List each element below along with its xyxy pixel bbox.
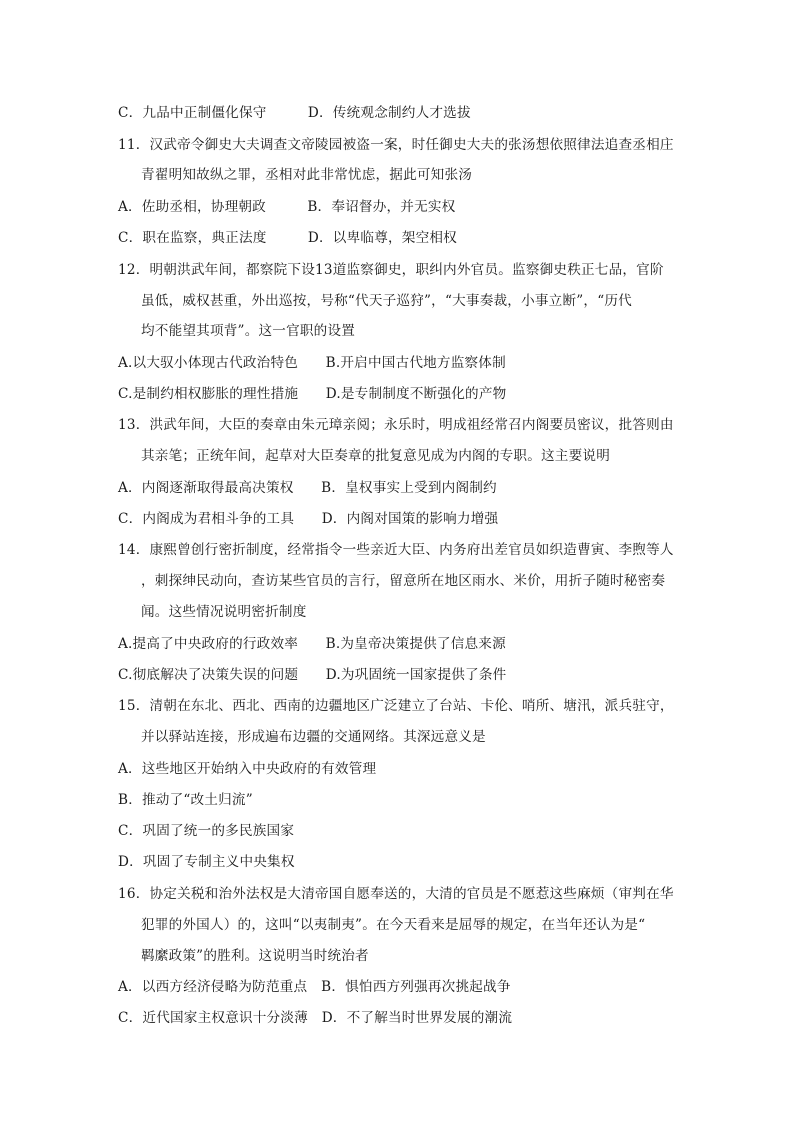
question-11-stem: 11．汉武帝令御史大夫调查文帝陵园被盗一案，时任御史大夫的张汤想依照律法追查丞相庄: [118, 137, 674, 153]
question-12-stem-cont: 虽低，威权甚重，外出巡按，号称“代天子巡狩”，“大事奏裁，小事立断”，“历代: [141, 293, 632, 309]
question-12-options-cd: C.是制约相权膨胀的理性措施 D.是专制制度不断强化的产物: [118, 386, 507, 402]
question-11-options-cd: C．职在监察，典正法度 D．以卑临尊，架空相权: [118, 230, 457, 246]
question-11-stem-cont: 青翟明知故纵之罪，丞相对此非常忧虑，据此可知张汤: [141, 167, 473, 183]
question-15-option-c: C．巩固了统一的多民族国家: [118, 823, 295, 839]
question-13-options-cd: C．内阁成为君相斗争的工具 D．内阁对国策的影响力增强: [118, 511, 499, 527]
question-14-stem-cont: ，刺探绅民动向，查访某些官员的言行，留意所在地区雨水、米价，用折子随时秘密奏: [141, 573, 666, 589]
question-12-options-ab: A.以大驭小体现古代政治特色 B.开启中国古代地方监察体制: [118, 355, 506, 371]
question-14-stem-cont: 闻。这些情况说明密折制度: [141, 604, 307, 620]
question-14-options-ab: A.提高了中央政府的行政效率 B.为皇帝决策提供了信息来源: [118, 636, 506, 652]
question-15-option-d: D．巩固了专制主义中央集权: [118, 854, 295, 870]
question-16-options-cd: C．近代国家主权意识十分淡薄 D．不了解当时世界发展的潮流: [118, 1010, 513, 1026]
question-14-stem: 14．康熙曾创行密折制度，经常指令一些亲近大臣、内务府出差官员如织造曹寅、李煦等人: [118, 542, 674, 558]
question-12-stem: 12．明朝洪武年间，都察院下设13道监察御史，职纠内外官员。监察御史秩正七品，官阶: [118, 262, 664, 278]
question-16-stem: 16．协定关税和治外法权是大清帝国自愿奉送的，大清的官员是不愿惹这些麻烦（审判在华: [118, 886, 674, 902]
question-15-option-b: B．推动了“改土归流”: [118, 792, 253, 808]
question-13-stem: 13．洪武年间，大臣的奏章由朱元璋亲阅；永乐时，明成祖经常召内阁要员密议，批答则由: [118, 417, 674, 433]
option-line: C．九品中正制僵化保守 D．传统观念制约人才选拔: [118, 105, 471, 121]
question-16-stem-cont: 羁縻政策”的胜利。这说明当时统治者: [141, 948, 369, 964]
question-13-options-ab: A．内阁逐渐取得最高决策权 B．皇权事实上受到内阁制约: [118, 480, 497, 496]
question-16-stem-cont: 犯罪的外国人）的，这叫“以夷制夷”。在今天看来是屈辱的规定，在当年还认为是“: [141, 917, 646, 933]
question-16-options-ab: A．以西方经济侵略为防范重点 B．惧怕西方列强再次挑起战争: [118, 979, 511, 995]
question-15-option-a: A．这些地区开始纳入中央政府的有效管理: [118, 761, 377, 777]
question-12-stem-cont: 均不能望其项背”。这一官职的设置: [141, 323, 356, 339]
question-13-stem-cont: 其亲笔；正统年间，起草对大臣奏章的批复意见成为内阁的专职。这主要说明: [141, 448, 610, 464]
question-15-stem: 15．清朝在东北、西北、西南的边疆地区广泛建立了台站、卡伦、哨所、塘汛，派兵驻守，: [118, 698, 674, 714]
question-15-stem-cont: 并以驿站连接，形成遍布边疆的交通网络。其深远意义是: [141, 729, 486, 745]
question-14-options-cd: C.彻底解决了决策失误的问题 D.为巩固统一国家提供了条件: [118, 667, 507, 683]
question-11-options-ab: A．佐助丞相，协理朝政 B．奉诏督办，并无实权: [118, 199, 456, 215]
